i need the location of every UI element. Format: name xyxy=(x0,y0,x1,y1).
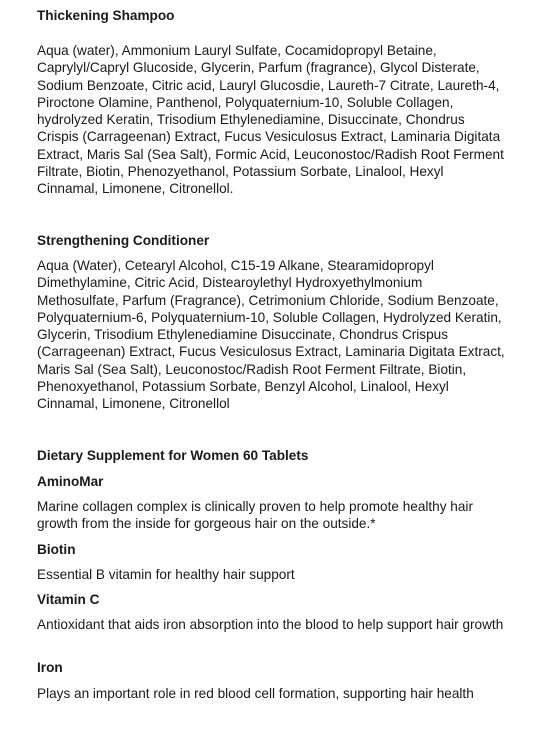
supplement-title: Dietary Supplement for Women 60 Tablets xyxy=(37,448,309,463)
biotin-description: Essential B vitamin for healthy hair support xyxy=(37,567,295,582)
iron-description: Plays an important role in red blood cell formation, supporting hair health xyxy=(37,686,474,701)
conditioner-ingredients: Aqua (Water), Cetearyl Alcohol, C15-19 Alkane, Stearamidopropyl Dimethylamine, Citric Acid, Distearoylethyl Hydroxyethylmonium Methosulfate, Parfum (Fragrance), Cetrimonium Chloride, Sodium Benzoate, Polyquaternium-6, Polyquaternium-10, Soluble Collagen, Hydrolyzed Keratin, Glycerin, Trisodium Ethylenediamine Disuccinate, Chondrus Crispus (Carrageenan) Extract, Fucus Vesiculosus Extract, Laminaria Digitata Extract, Maris Sal (Sea Salt), Leuconostoc/Radish Root Ferment Filtrate, Biotin, Phenoxyethanol, Potassium Sorbate, Benzyl Alcohol, Linalool, Hexyl Cinnamal, Limonene, Citronellol xyxy=(37,258,505,412)
shampoo-title: Thickening Shampoo xyxy=(37,8,175,23)
iron-heading: Iron xyxy=(37,660,63,675)
biotin-heading: Biotin xyxy=(37,542,76,557)
shampoo-ingredients: Aqua (water), Ammonium Lauryl Sulfate, Cocamidopropyl Betaine, Caprylyl/Capryl Glucoside, Glycerin, Parfum (fragrance), Glycol Disterate, Sodium Benzoate, Citric acid, Lauryl Glucosdie, Laureth-7 Citrate, Laureth-4, Piroctone Olamine, Panthenol, Polyquaternium-10, Soluble Collagen, hydrolyzed Keratin, Trisodium Ethylenediamine, Disuccinate, Chondrus Crispis (Carrageenan) Extract, Fucus Vesiculosus Extract, Laminaria Digitata Extract, Maris Sal (Sea Salt), Formic Acid, Leuconostoc/Radish Root Ferment Filtrate, Biotin, Phenozyethanol, Potassium Sorbate, Linalool, Hexyl Cinnamal, Limonene, Citronellol. xyxy=(37,43,504,197)
vitamin-c-description: Antioxidant that aids iron absorption into the blood to help support hair growth xyxy=(37,617,504,632)
aminomar-heading: AminoMar xyxy=(37,474,104,489)
vitamin-c-heading: Vitamin C xyxy=(37,592,100,607)
conditioner-title: Strengthening Conditioner xyxy=(37,233,210,248)
aminomar-description: Marine collagen complex is clinically proven to help promote healthy hair growth from the inside for gorgeous hair on the outside.* xyxy=(37,499,473,532)
